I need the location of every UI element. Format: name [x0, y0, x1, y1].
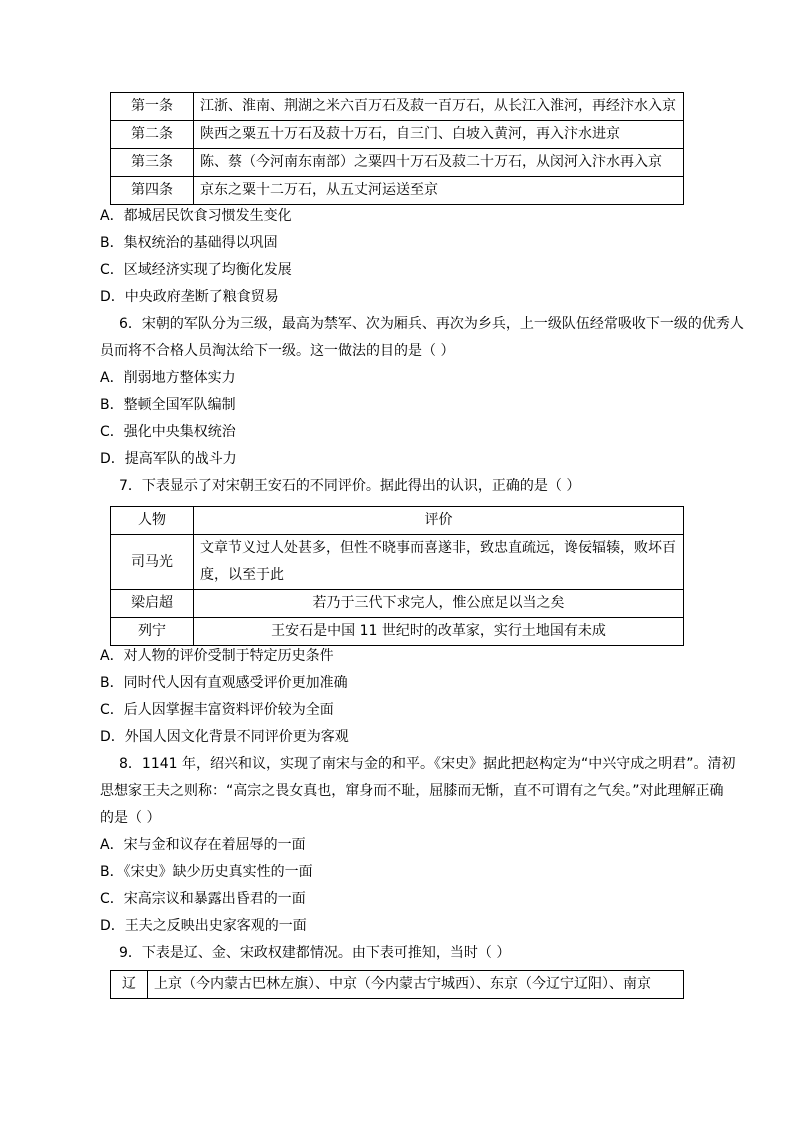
q7-stem: 7．下表显示了对宋朝王安石的不同评价。据此得出的认识，正确的是（ ） [119, 478, 581, 494]
table-cell-text: 上京（今内蒙古巴林左旗）、中京（今内蒙古宁城西）、东京（今辽宁辽阳）、南京 [148, 971, 684, 999]
table-row [111, 618, 684, 646]
grain-transport-table [110, 92, 684, 205]
q8-stem-line1: 8．1141 年，绍兴和议，实现了南宋与金的和平。《宋史》据此把赵构定为“中兴守成之明君”。清初 [119, 756, 736, 772]
q5-option-c: C．区域经济实现了均衡化发展 [100, 262, 292, 278]
table-row [111, 93, 684, 121]
table-cell-label: 第三条 [111, 149, 194, 177]
table-row [111, 971, 684, 999]
table-cell-label: 第二条 [111, 121, 194, 149]
table-row [111, 149, 684, 177]
q8-stem-line2: 思想家王夫之则称：“高宗之畏女真也，窜身而不耻，屈膝而无惭，直不可谓有之气矣。”对此理解正确 [100, 783, 724, 799]
table-cell-text: 京东之粟十二万石，从五丈河运送至京 [194, 177, 684, 205]
table-cell-text: 陕西之粟五十万石及菽十万石，自三门、白坡入黄河，再入汴水进京 [194, 121, 684, 149]
q6-option-a: A．削弱地方整体实力 [100, 370, 236, 386]
capitals-table [110, 970, 684, 999]
q6-stem-line2: 员而将不合格人员淘汰给下一级。这一做法的目的是（ ） [100, 343, 455, 359]
q5-option-b: B．集权统治的基础得以巩固 [100, 235, 278, 251]
q6-stem-line1: 6．宋朝的军队分为三级，最高为禁军、次为厢兵、再次为乡兵，上一级队伍经常吸收下一级的优秀人 [119, 316, 744, 332]
eval-line: 度，以至于此 [200, 567, 284, 583]
table-cell-person: 司马光 [111, 535, 194, 590]
q6-option-b: B．整顿全国军队编制 [100, 397, 236, 413]
table-cell-text: 陈、蔡（今河南东南部）之粟四十万石及菽二十万石，从闵河入汴水再入京 [194, 149, 684, 177]
table-cell-eval: 王安石是中国 11 世纪时的改革家，实行土地国有未成 [194, 618, 684, 646]
table-cell-eval [194, 535, 684, 590]
header-person: 人物 [111, 507, 194, 535]
table-header-row [111, 507, 684, 535]
table-cell-eval: 若乃于三代下求完人，惟公庶足以当之矣 [194, 590, 684, 618]
q7-option-c: C．后人因掌握丰富资料评价较为全面 [100, 702, 334, 718]
q9-stem: 9．下表是辽、金、宋政权建都情况。由下表可推知，当时（ ） [119, 945, 511, 961]
table-cell-label: 第一条 [111, 93, 194, 121]
wang-anshi-evaluation-table [110, 506, 684, 646]
q8-option-c: C．宋高宗议和暴露出昏君的一面 [100, 891, 306, 907]
table-cell-person: 列宁 [111, 618, 194, 646]
table-row [111, 121, 684, 149]
q6-option-c: C．强化中央集权统治 [100, 424, 236, 440]
header-eval: 评价 [194, 507, 684, 535]
table-row [111, 535, 684, 590]
q8-option-a: A．宋与金和议存在着屈辱的一面 [100, 837, 306, 853]
table-cell-text: 江浙、淮南、荆湖之米六百万石及菽一百万石，从长江入淮河，再经汴水入京 [194, 93, 684, 121]
q8-option-d: D．王夫之反映出史家客观的一面 [100, 918, 307, 934]
q5-option-d: D．中央政府垄断了粮食贸易 [100, 289, 279, 305]
table-cell-label: 第四条 [111, 177, 194, 205]
eval-line: 文章节义过人处甚多，但性不晓事而喜遂非，致忠直疏远，谗佞辐辏，败坏百 [200, 540, 676, 556]
q7-option-b: B．同时代人因有直观感受评价更加准确 [100, 675, 348, 691]
table-row [111, 590, 684, 618]
table-row [111, 177, 684, 205]
q8-option-b: B．《宋史》缺少历史真实性的一面 [100, 864, 313, 880]
table-cell-person: 梁启超 [111, 590, 194, 618]
q7-option-a: A．对人物的评价受制于特定历史条件 [100, 648, 334, 664]
q8-stem-line3: 的是（ ） [100, 810, 161, 826]
q6-option-d: D．提高军队的战斗力 [100, 451, 237, 467]
q7-option-d: D．外国人因文化背景不同评价更为客观 [100, 729, 349, 745]
q5-option-a: A．都城居民饮食习惯发生变化 [100, 208, 292, 224]
table-cell-label: 辽 [111, 971, 148, 999]
